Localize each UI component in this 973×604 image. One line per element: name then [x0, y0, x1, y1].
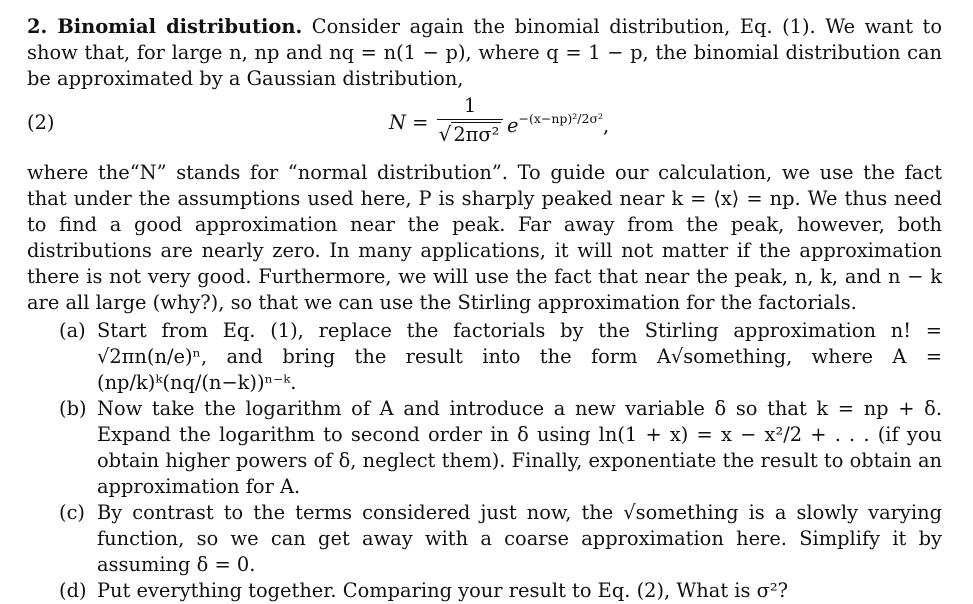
- problem-intro: [27, 14, 942, 92]
- subquestion-label: (c): [59, 501, 85, 524]
- subquestion-label: (d): [59, 579, 87, 602]
- subquestion-b: [59, 396, 942, 500]
- body-paragraph: where the“N” stands for “normal distribution”. To guide our calculation, we use the fact that under the assumptions used here, P is sharply peaked near k = ⟨x⟩ = np. We thus need to find a good approximation near the peak. Far away from the peak, however, both distributions are nearly zero. In many applications, it will not matter if the approximation there is not very good. Furthermore, we will use the fact that near the peak, n, k, and n − k are all large (why?), so that we can use the Stirling approximation for the factorials.: [27, 161, 942, 314]
- subquestion-text: Start from Eq. (1), replace the factorials by the Stirling approximation n! = √2πn(n/e)ⁿ, and bring the result into the form A√something, where A = (np/k)ᵏ(nq/(n−k))ⁿ⁻ᵏ.: [97, 319, 942, 394]
- fraction-denominator: √ 2πσ²: [438, 122, 500, 146]
- problem-section: [27, 14, 942, 604]
- subquestion-label: (a): [59, 319, 86, 342]
- subquestion-text: Put everything together. Comparing your result to Eq. (2), What is σ²?: [97, 579, 789, 602]
- problem-heading: 2. Binomial distribution.: [27, 15, 303, 38]
- subquestion-d: [59, 578, 942, 604]
- subquestion-label: (b): [59, 397, 87, 420]
- equation-label: (2): [27, 111, 55, 134]
- equation-fraction: [437, 94, 503, 146]
- fraction-numerator: 1: [437, 94, 503, 120]
- equation-lhs: N =: [389, 111, 429, 134]
- subquestion-text: By contrast to the terms considered just now, the √something is a slowly varying function, so we can get away with a coarse approximation here. Simplify it by assuming δ = 0.: [97, 501, 942, 576]
- subquestion-c: [59, 500, 942, 578]
- exponential-term: $e^{-(x-np)^2/2\sigma^2}$,: [507, 111, 610, 137]
- subquestion-list: [59, 318, 942, 604]
- intro-text: Consider again the binomial distribution, Eq. (1). We want to show that, for large n, np and nq = n(1 − p), where q = 1 − p, the binomial distribution can be approximated by a Gaussian distribution,: [27, 15, 942, 90]
- gaussian-equation: [27, 94, 942, 156]
- subquestion-text: Now take the logarithm of A and introduce a new variable δ so that k = np + δ. Expand the logarithm to second order in δ using ln(1 + x) = x − x²/2 + . . . (if you obtain higher powers of δ, neglect them). Finally, exponentiate the result to obtain an approximation for A.: [97, 397, 942, 498]
- subquestion-a: [59, 318, 942, 396]
